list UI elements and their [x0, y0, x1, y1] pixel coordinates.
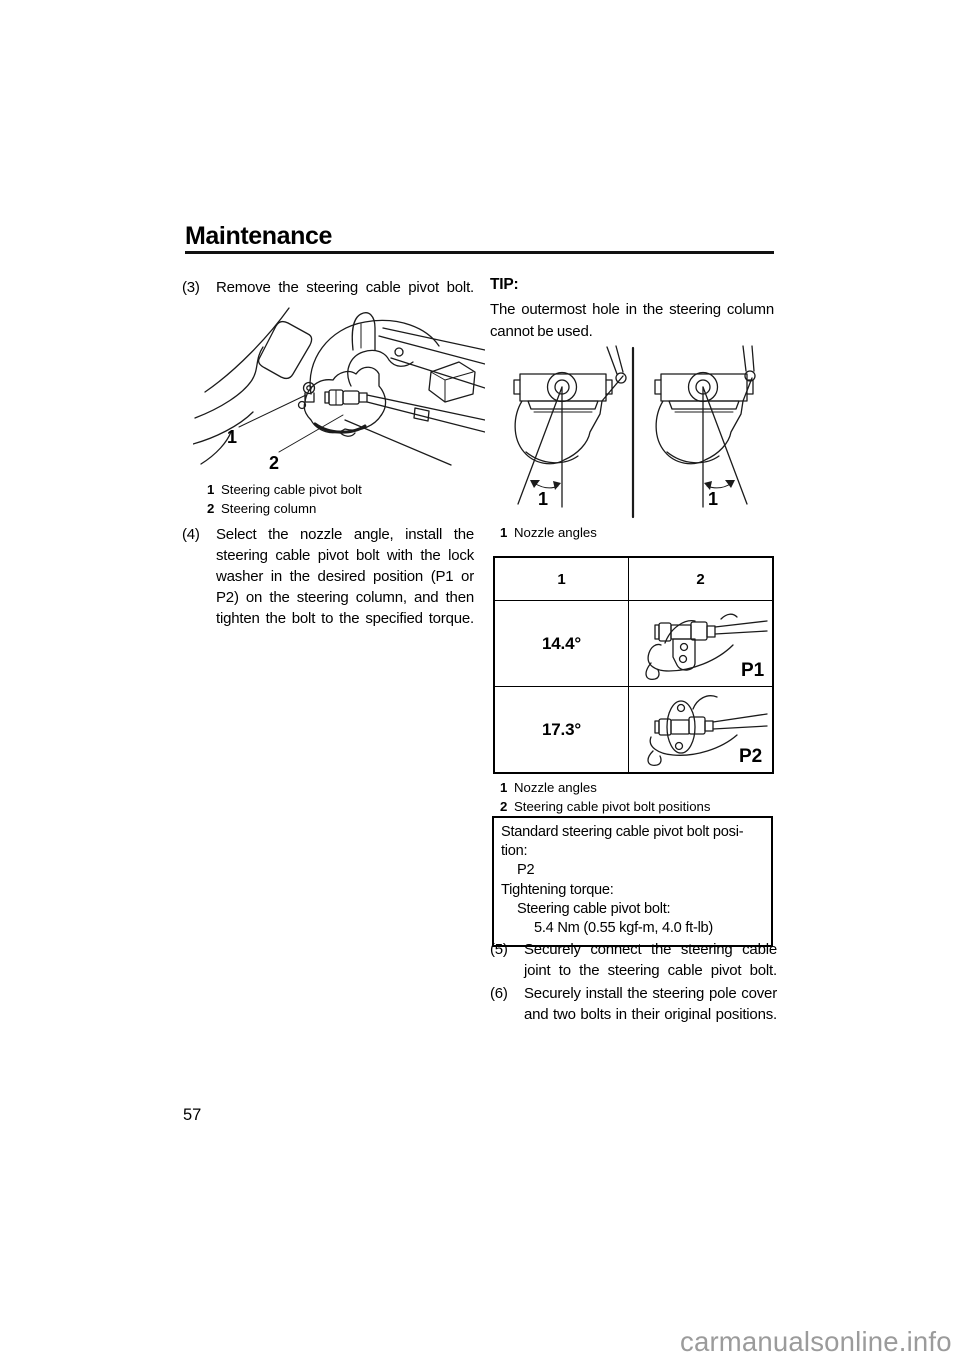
legend-num: 2 — [500, 798, 508, 814]
angle-cell: 14.4° — [542, 633, 581, 653]
step-text: Securely install the steering pole cover and two bolts in their original positions. — [524, 985, 777, 1023]
callout-nozzle-left: 1 — [538, 489, 549, 509]
legend-row — [207, 500, 477, 519]
step-marker: (6) — [490, 985, 508, 1002]
legend-num: 1 — [500, 780, 508, 795]
legend-text: Steering cable pivot bolt — [221, 482, 362, 497]
legend-num: 1 — [207, 482, 215, 497]
step-text: Select the nozzle angle, install the steering cable pivot bolt with the lock washer in the desired position (P1 or P2) on the steering column, and then tighten the bolt to the specified torque. — [216, 526, 474, 627]
step-marker: (3) — [182, 279, 200, 296]
nozzle-view-right — [655, 346, 755, 509]
spec-line: Standard steering cable pivot bolt posi- — [501, 824, 744, 840]
legend-num: 1 — [500, 525, 508, 540]
tip-text: The outermost hole in the steering column cannot be used. — [490, 301, 774, 340]
legend-row — [500, 798, 774, 817]
table-row-p1 — [495, 600, 772, 686]
steering-figure-legend — [207, 481, 477, 518]
spec-line: tion: — [501, 843, 528, 860]
legend-row — [207, 481, 477, 500]
spec-line: P2 — [517, 862, 535, 879]
position-cell — [628, 601, 772, 686]
step-6 — [490, 983, 777, 1046]
spec-line: Tightening torque: — [501, 881, 614, 898]
legend-row — [500, 524, 770, 543]
page-title: Maintenance — [185, 222, 333, 250]
callout-nozzle-right: 1 — [708, 489, 719, 509]
callout-2-label: 2 — [269, 453, 280, 473]
step-marker: (4) — [182, 526, 200, 543]
table-header-row — [495, 558, 772, 600]
callout-1-label: 1 — [227, 427, 238, 447]
table-header-col2: 2 — [628, 558, 772, 600]
legend-row — [500, 779, 774, 798]
page-number: 57 — [183, 1106, 202, 1124]
tip-label: TIP: — [490, 276, 519, 293]
legend-text: Nozzle angles — [514, 780, 597, 795]
step-text: Securely connect the steering cable joint to the steering cable pivot bolt. — [524, 941, 777, 979]
step-4 — [182, 524, 474, 650]
table-header-col1: 1 — [557, 570, 566, 588]
legend-text: Nozzle angles — [514, 525, 597, 540]
legend-num: 2 — [207, 500, 215, 516]
nozzle-angle-table — [493, 556, 774, 774]
header-rule — [185, 251, 774, 254]
p1-position-figure — [629, 601, 769, 683]
p2-label: P2 — [739, 746, 763, 767]
spec-box — [492, 816, 773, 947]
spec-line: Steering cable pivot bolt: — [517, 900, 671, 917]
p2-position-figure — [629, 687, 769, 769]
angle-cell: 17.3° — [542, 719, 581, 739]
step-marker: (5) — [490, 941, 508, 958]
legend-text: Steering column — [221, 500, 317, 516]
steering-column-figure — [193, 302, 485, 480]
p1-label: P1 — [741, 660, 765, 681]
spec-line: 5.4 Nm (0.55 kgf-m, 4.0 ft-lb) — [534, 920, 714, 937]
nozzle-view-left — [514, 346, 626, 509]
watermark: carmanualsonline.info — [680, 1326, 952, 1357]
table-legend — [500, 779, 774, 816]
nozzle-figure-legend — [500, 524, 770, 543]
position-cell — [628, 687, 772, 772]
legend-text: Steering cable pivot bolt positions — [514, 798, 711, 814]
table-row-p2 — [495, 686, 772, 772]
nozzle-angles-figure — [490, 344, 774, 520]
step-text: Remove the steering cable pivot bolt. — [216, 279, 474, 296]
